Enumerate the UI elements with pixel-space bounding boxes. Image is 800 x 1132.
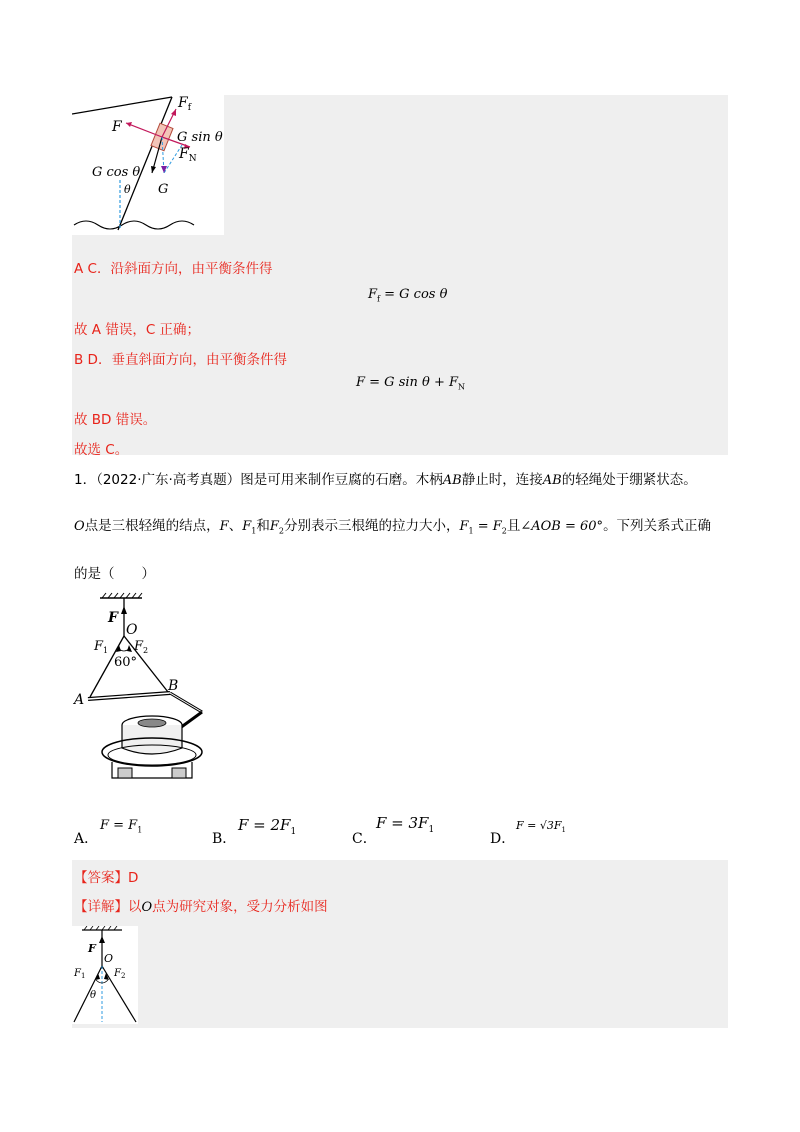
handle-connector bbox=[180, 712, 202, 728]
incline-top-line bbox=[72, 97, 172, 114]
label-Ff: $F_f$ bbox=[178, 95, 192, 113]
handle-AB-inner bbox=[88, 693, 170, 699]
solution-line-bd: B D．垂直斜面方向，由平衡条件得 bbox=[74, 352, 287, 368]
question-source: （2022·广东·高考真题） bbox=[96, 472, 241, 488]
stone-mill-figure bbox=[72, 590, 222, 790]
option-b[interactable]: B． $F = 2F_1$ bbox=[212, 816, 297, 847]
label-Gcos: G cos θ bbox=[92, 165, 141, 180]
force-F-arrowhead bbox=[99, 936, 105, 943]
force-G-arrowhead bbox=[161, 166, 167, 173]
answer-line bbox=[74, 866, 138, 886]
label-FN: $F_N$ bbox=[179, 146, 197, 164]
stone-mill-svg bbox=[72, 590, 222, 790]
base-leg-right bbox=[172, 768, 186, 778]
force-Ff-arrowhead bbox=[171, 109, 176, 116]
option-d[interactable]: D． $F = √3F_1$ bbox=[490, 819, 566, 847]
option-c[interactable]: C． $F = 3F_1$ bbox=[352, 814, 435, 847]
label-A: A bbox=[74, 692, 85, 708]
equation-f: F = G $\sin \theta + F_N$ bbox=[356, 375, 466, 392]
label-angle: 60° bbox=[114, 655, 138, 670]
question-line-1: 1．（2022·广东·高考真题）图是可用来制作豆腐的石磨。木柄AB静止时，连接AB的轻绳处于绷紧状态。 bbox=[74, 472, 697, 488]
label-theta: θ bbox=[124, 183, 131, 196]
label-B: B bbox=[168, 678, 179, 694]
answer-block bbox=[72, 860, 728, 1028]
label-F1: $F_1$ bbox=[74, 968, 86, 980]
label-F: F bbox=[88, 942, 96, 955]
force-analysis-figure bbox=[72, 926, 138, 1024]
label-G: G bbox=[158, 182, 169, 197]
incline-diagram-svg bbox=[72, 95, 224, 235]
solution-line-final: 故选 C。 bbox=[74, 442, 129, 458]
label-F: F bbox=[112, 119, 122, 135]
question-number: 1． bbox=[74, 472, 97, 488]
water-surface bbox=[74, 221, 194, 229]
detail-line: 【详解】以O点为研究对象，受力分析如图 bbox=[74, 899, 328, 915]
question-line-2: O点是三根轻绳的结点，F、$F_1$和$F_2$分别表示三根绳的拉力大小，$F_1 = F_2$且∠AOB = 60°。下列关系式正确 bbox=[74, 518, 712, 536]
label-O: O bbox=[126, 622, 138, 638]
answer-value: D bbox=[128, 870, 139, 886]
label-F1: $F_1$ bbox=[94, 639, 109, 655]
force-F-arrowhead bbox=[121, 606, 127, 614]
solution-line-ac-conclusion: 故 A 错误，C 正确； bbox=[74, 322, 201, 338]
solution-line-ac: A C．沿斜面方向，由平衡条件得 bbox=[74, 261, 273, 277]
mill-hole bbox=[138, 719, 166, 727]
label-theta: θ bbox=[90, 990, 97, 1001]
detail-label: 【详解】 bbox=[74, 899, 128, 915]
label-O: O bbox=[104, 952, 114, 965]
force-F-arrow bbox=[126, 123, 162, 137]
force-analysis-svg bbox=[72, 926, 138, 1024]
label-F2: $F_2$ bbox=[114, 968, 126, 980]
option-a[interactable]: A． $F = F_1$ bbox=[74, 818, 143, 847]
equation-ff: $F_f = G$ cos θ bbox=[368, 287, 448, 304]
answer-label: 【答案】 bbox=[74, 870, 128, 886]
incline-force-figure bbox=[72, 95, 224, 235]
base-leg-left bbox=[118, 768, 132, 778]
solution-line-bd-conclusion: 故 BD 错误。 bbox=[74, 412, 157, 428]
question-line-3: 的是（ ） bbox=[74, 566, 155, 582]
label-F2: $F_2$ bbox=[134, 639, 149, 655]
label-Gsin: G sin θ bbox=[177, 130, 223, 145]
label-F: F bbox=[108, 610, 118, 626]
handle-arm-inner bbox=[170, 693, 202, 712]
